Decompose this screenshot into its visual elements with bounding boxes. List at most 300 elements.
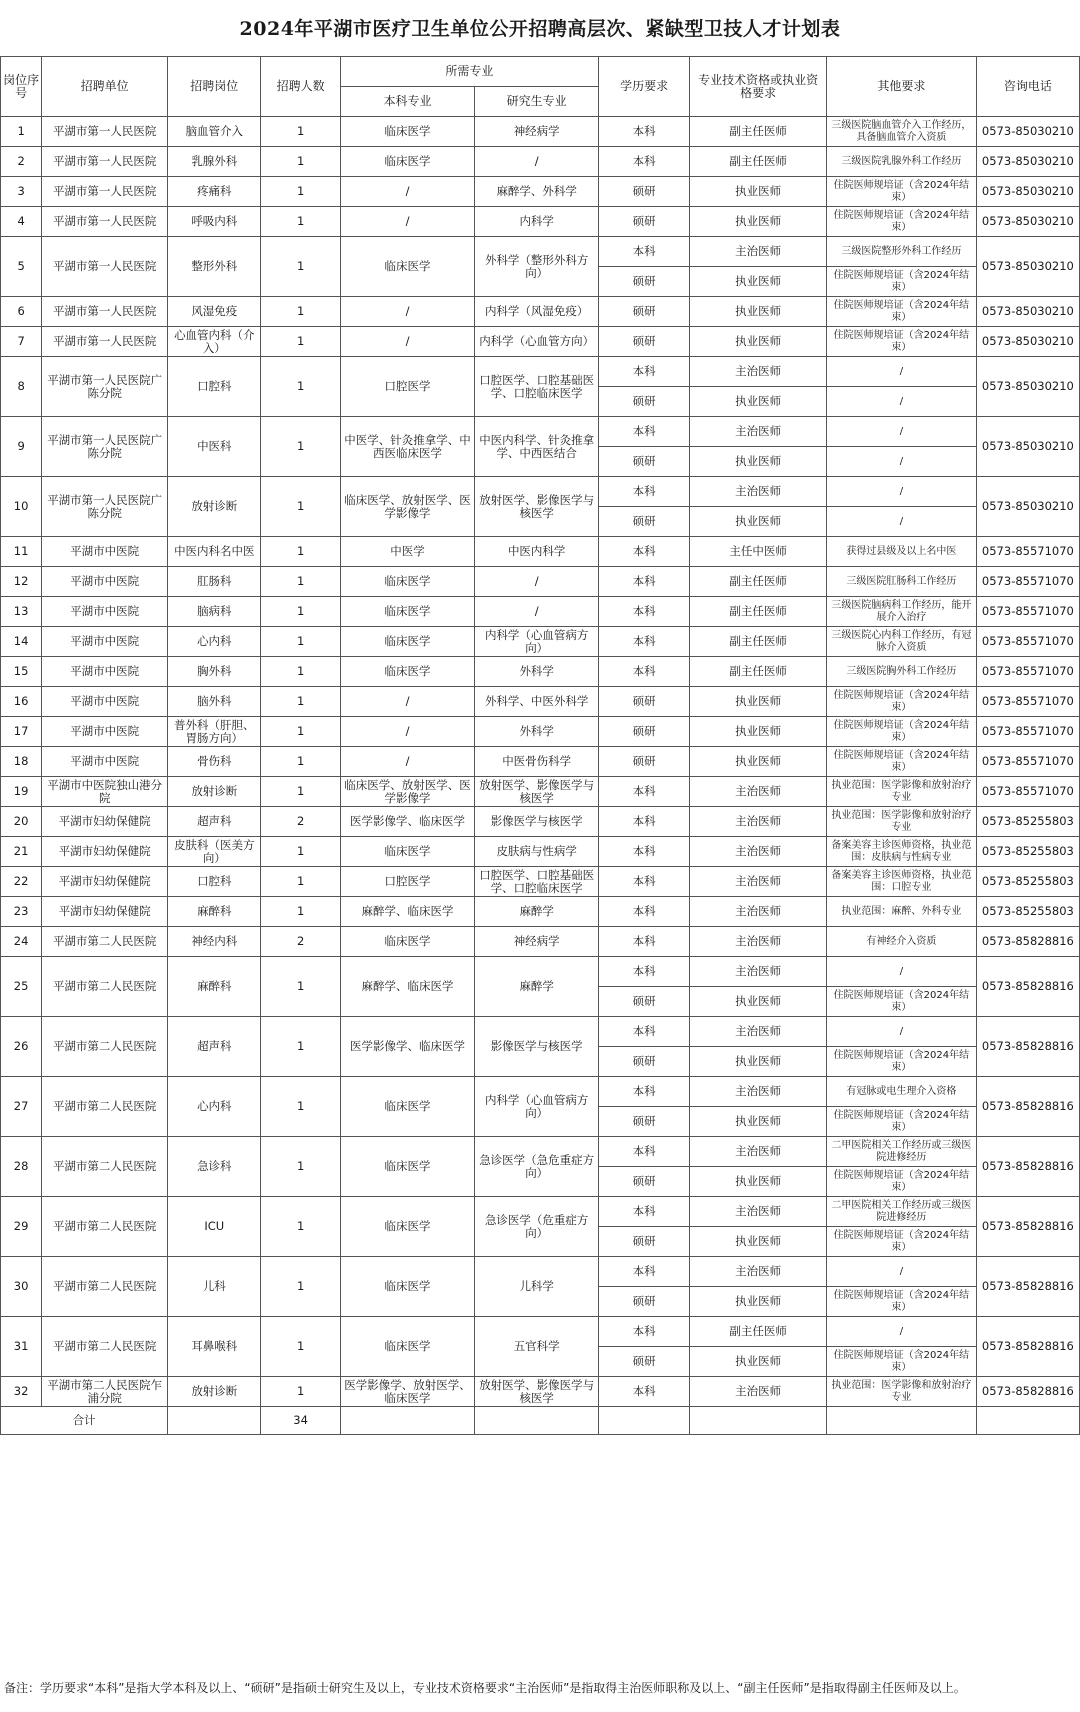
other-req-cell: 获得过县级及以上名中医 bbox=[827, 537, 977, 567]
seq-cell: 14 bbox=[1, 627, 42, 657]
phone-cell: 0573-85828816 bbox=[976, 957, 1079, 1017]
phone-cell: 0573-85571070 bbox=[976, 747, 1079, 777]
unit-cell: 平湖市中医院 bbox=[42, 657, 168, 687]
qual-cell: 执业医师 bbox=[690, 1287, 827, 1317]
unit-cell: 平湖市妇幼保健院 bbox=[42, 807, 168, 837]
table-row bbox=[1, 747, 1080, 777]
unit-cell: 平湖市第二人民医院 bbox=[42, 1017, 168, 1077]
unit-cell: 平湖市妇幼保健院 bbox=[42, 867, 168, 897]
other-req-cell: / bbox=[827, 507, 977, 537]
grad-major-cell: 外科学、中医外科学 bbox=[475, 687, 599, 717]
edu-cell: 本科 bbox=[599, 567, 690, 597]
unit-cell: 平湖市中医院 bbox=[42, 537, 168, 567]
post-cell: 放射诊断 bbox=[168, 777, 261, 807]
seq-cell: 3 bbox=[1, 177, 42, 207]
unit-cell: 平湖市中医院独山港分院 bbox=[42, 777, 168, 807]
phone-cell: 0573-85828816 bbox=[976, 1077, 1079, 1137]
grad-major-cell: 内科学（心血管方向） bbox=[475, 327, 599, 357]
qual-cell: 副主任医师 bbox=[690, 567, 827, 597]
qual-cell: 执业医师 bbox=[690, 687, 827, 717]
qual-cell: 主治医师 bbox=[690, 807, 827, 837]
edu-cell: 本科 bbox=[599, 927, 690, 957]
header-other: 其他要求 bbox=[827, 57, 977, 117]
other-req-cell: / bbox=[827, 1317, 977, 1347]
count-cell: 1 bbox=[261, 477, 340, 537]
edu-cell: 本科 bbox=[599, 627, 690, 657]
header-edu: 学历要求 bbox=[599, 57, 690, 117]
post-cell: 呼吸内科 bbox=[168, 207, 261, 237]
post-cell: 口腔科 bbox=[168, 357, 261, 417]
other-req-cell: 住院医师规培证（含2024年结束） bbox=[827, 747, 977, 777]
seq-cell: 9 bbox=[1, 417, 42, 477]
count-cell: 1 bbox=[261, 177, 340, 207]
seq-cell: 29 bbox=[1, 1197, 42, 1257]
unit-cell: 平湖市第一人民医院广陈分院 bbox=[42, 357, 168, 417]
edu-cell: 硕研 bbox=[599, 1287, 690, 1317]
undergrad-major-cell: / bbox=[340, 717, 475, 747]
grad-major-cell: 外科学 bbox=[475, 717, 599, 747]
edu-cell: 硕研 bbox=[599, 297, 690, 327]
post-cell: 皮肤科（医美方向） bbox=[168, 837, 261, 867]
other-req-cell: / bbox=[827, 1257, 977, 1287]
qual-cell: 副主任医师 bbox=[690, 657, 827, 687]
post-cell: 疼痛科 bbox=[168, 177, 261, 207]
post-cell: 急诊科 bbox=[168, 1137, 261, 1197]
edu-cell: 本科 bbox=[599, 1077, 690, 1107]
post-cell: 心血管内科（介入） bbox=[168, 327, 261, 357]
undergrad-major-cell: 临床医学 bbox=[340, 597, 475, 627]
count-cell: 1 bbox=[261, 327, 340, 357]
phone-cell: 0573-85030210 bbox=[976, 177, 1079, 207]
table-row bbox=[1, 1197, 1080, 1227]
phone-cell: 0573-85828816 bbox=[976, 1317, 1079, 1377]
seq-cell: 2 bbox=[1, 147, 42, 177]
grad-major-cell: 皮肤病与性病学 bbox=[475, 837, 599, 867]
table-row bbox=[1, 717, 1080, 747]
qual-cell: 执业医师 bbox=[690, 747, 827, 777]
grad-major-cell: / bbox=[475, 597, 599, 627]
count-cell: 1 bbox=[261, 147, 340, 177]
post-cell: 脑血管介入 bbox=[168, 117, 261, 147]
table-row bbox=[1, 207, 1080, 237]
grad-major-cell: 麻醉学 bbox=[475, 897, 599, 927]
unit-cell: 平湖市妇幼保健院 bbox=[42, 897, 168, 927]
count-cell: 1 bbox=[261, 957, 340, 1017]
other-req-cell: 三级医院整形外科工作经历 bbox=[827, 237, 977, 267]
edu-cell: 硕研 bbox=[599, 747, 690, 777]
phone-cell: 0573-85030210 bbox=[976, 357, 1079, 417]
table-row bbox=[1, 357, 1080, 387]
unit-cell: 平湖市第一人民医院 bbox=[42, 297, 168, 327]
undergrad-major-cell: 临床医学 bbox=[340, 1197, 475, 1257]
qual-cell: 主治医师 bbox=[690, 237, 827, 267]
grad-major-cell: 急诊医学（急危重症方向） bbox=[475, 1137, 599, 1197]
undergrad-major-cell: 临床医学 bbox=[340, 1317, 475, 1377]
phone-cell: 0573-85030210 bbox=[976, 297, 1079, 327]
unit-cell: 平湖市第二人民医院 bbox=[42, 1197, 168, 1257]
post-cell: 整形外科 bbox=[168, 237, 261, 297]
other-req-cell: 三级医院胸外科工作经历 bbox=[827, 657, 977, 687]
footnote: 备注：学历要求“本科”是指大学本科及以上、“硕研”是指硕士研究生及以上，专业技术资格要求“主治医师”是指取得主治医师职称及以上、“副主任医师”是指取得副主任医师及以上。 bbox=[4, 1681, 966, 1695]
phone-cell: 0573-85571070 bbox=[976, 777, 1079, 807]
header-post: 招聘岗位 bbox=[168, 57, 261, 117]
seq-cell: 17 bbox=[1, 717, 42, 747]
other-req-cell: 住院医师规培证（含2024年结束） bbox=[827, 1047, 977, 1077]
count-cell: 1 bbox=[261, 357, 340, 417]
unit-cell: 平湖市第一人民医院 bbox=[42, 147, 168, 177]
grad-major-cell: / bbox=[475, 147, 599, 177]
edu-cell: 本科 bbox=[599, 657, 690, 687]
other-req-cell: / bbox=[827, 417, 977, 447]
count-cell: 1 bbox=[261, 1197, 340, 1257]
grad-major-cell: 外科学 bbox=[475, 657, 599, 687]
seq-cell: 12 bbox=[1, 567, 42, 597]
edu-cell: 硕研 bbox=[599, 447, 690, 477]
count-cell: 1 bbox=[261, 597, 340, 627]
other-req-cell: / bbox=[827, 477, 977, 507]
edu-cell: 本科 bbox=[599, 867, 690, 897]
other-req-cell: 执业范围：麻醉、外科专业 bbox=[827, 897, 977, 927]
undergrad-major-cell: 临床医学 bbox=[340, 1137, 475, 1197]
phone-cell: 0573-85571070 bbox=[976, 657, 1079, 687]
edu-cell: 硕研 bbox=[599, 207, 690, 237]
other-req-cell: / bbox=[827, 357, 977, 387]
other-req-cell: / bbox=[827, 387, 977, 417]
table-row bbox=[1, 957, 1080, 987]
count-cell: 1 bbox=[261, 747, 340, 777]
table-body bbox=[1, 117, 1080, 1407]
unit-cell: 平湖市第二人民医院 bbox=[42, 1077, 168, 1137]
count-cell: 1 bbox=[261, 897, 340, 927]
table-row bbox=[1, 177, 1080, 207]
phone-cell: 0573-85571070 bbox=[976, 597, 1079, 627]
seq-cell: 22 bbox=[1, 867, 42, 897]
seq-cell: 32 bbox=[1, 1377, 42, 1407]
undergrad-major-cell: 中医学、针灸推拿学、中西医临床医学 bbox=[340, 417, 475, 477]
undergrad-major-cell: / bbox=[340, 687, 475, 717]
post-cell: 骨伤科 bbox=[168, 747, 261, 777]
post-cell: 麻醉科 bbox=[168, 897, 261, 927]
edu-cell: 本科 bbox=[599, 1257, 690, 1287]
grad-major-cell: 内科学（心血管病方向） bbox=[475, 627, 599, 657]
phone-cell: 0573-85255803 bbox=[976, 867, 1079, 897]
unit-cell: 平湖市中医院 bbox=[42, 567, 168, 597]
seq-cell: 10 bbox=[1, 477, 42, 537]
seq-cell: 21 bbox=[1, 837, 42, 867]
post-cell: 中医内科名中医 bbox=[168, 537, 261, 567]
qual-cell: 副主任医师 bbox=[690, 627, 827, 657]
qual-cell: 主治医师 bbox=[690, 357, 827, 387]
undergrad-major-cell: 中医学 bbox=[340, 537, 475, 567]
count-cell: 2 bbox=[261, 807, 340, 837]
grad-major-cell: 神经病学 bbox=[475, 117, 599, 147]
grad-major-cell: 口腔医学、口腔基础医学、口腔临床医学 bbox=[475, 867, 599, 897]
unit-cell: 平湖市妇幼保健院 bbox=[42, 837, 168, 867]
phone-cell: 0573-85571070 bbox=[976, 687, 1079, 717]
header-unit: 招聘单位 bbox=[42, 57, 168, 117]
recruitment-table bbox=[0, 56, 1080, 1435]
qual-cell: 副主任医师 bbox=[690, 1317, 827, 1347]
grad-major-cell: 五官科学 bbox=[475, 1317, 599, 1377]
phone-cell: 0573-85255803 bbox=[976, 897, 1079, 927]
edu-cell: 本科 bbox=[599, 897, 690, 927]
undergrad-major-cell: 临床医学 bbox=[340, 237, 475, 297]
phone-cell: 0573-85571070 bbox=[976, 567, 1079, 597]
edu-cell: 本科 bbox=[599, 1197, 690, 1227]
edu-cell: 硕研 bbox=[599, 507, 690, 537]
qual-cell: 执业医师 bbox=[690, 447, 827, 477]
phone-cell: 0573-85828816 bbox=[976, 1017, 1079, 1077]
edu-cell: 本科 bbox=[599, 357, 690, 387]
edu-cell: 本科 bbox=[599, 837, 690, 867]
edu-cell: 硕研 bbox=[599, 177, 690, 207]
count-cell: 1 bbox=[261, 627, 340, 657]
post-cell: 乳腺外科 bbox=[168, 147, 261, 177]
other-req-cell: 执业范围：医学影像和放射治疗专业 bbox=[827, 807, 977, 837]
unit-cell: 平湖市第二人民医院 bbox=[42, 957, 168, 1017]
phone-cell: 0573-85828816 bbox=[976, 1257, 1079, 1317]
grad-major-cell: 中医内科学、针灸推拿学、中西医结合 bbox=[475, 417, 599, 477]
unit-cell: 平湖市第一人民医院 bbox=[42, 327, 168, 357]
unit-cell: 平湖市第一人民医院广陈分院 bbox=[42, 417, 168, 477]
qual-cell: 执业医师 bbox=[690, 1167, 827, 1197]
post-cell: 中医科 bbox=[168, 417, 261, 477]
undergrad-major-cell: 临床医学 bbox=[340, 1077, 475, 1137]
other-req-cell: 执业范围：医学影像和放射治疗专业 bbox=[827, 777, 977, 807]
phone-cell: 0573-85828816 bbox=[976, 1137, 1079, 1197]
seq-cell: 1 bbox=[1, 117, 42, 147]
table-row bbox=[1, 537, 1080, 567]
post-cell: 风湿免疫 bbox=[168, 297, 261, 327]
qual-cell: 主治医师 bbox=[690, 957, 827, 987]
table-row bbox=[1, 477, 1080, 507]
grad-major-cell: 内科学（心血管病方向） bbox=[475, 1077, 599, 1137]
table-row bbox=[1, 237, 1080, 267]
phone-cell: 0573-85030210 bbox=[976, 327, 1079, 357]
phone-cell: 0573-85571070 bbox=[976, 537, 1079, 567]
undergrad-major-cell: 临床医学、放射医学、医学影像学 bbox=[340, 477, 475, 537]
count-cell: 1 bbox=[261, 567, 340, 597]
table-row bbox=[1, 327, 1080, 357]
grad-major-cell: 内科学 bbox=[475, 207, 599, 237]
table-row bbox=[1, 777, 1080, 807]
qual-cell: 主治医师 bbox=[690, 777, 827, 807]
header-phone: 咨询电话 bbox=[976, 57, 1079, 117]
other-req-cell: 备案美容主诊医师资格，执业范围：皮肤病与性病专业 bbox=[827, 837, 977, 867]
unit-cell: 平湖市第一人民医院 bbox=[42, 207, 168, 237]
seq-cell: 30 bbox=[1, 1257, 42, 1317]
count-cell: 1 bbox=[261, 1077, 340, 1137]
qual-cell: 副主任医师 bbox=[690, 117, 827, 147]
table-row bbox=[1, 1137, 1080, 1167]
qual-cell: 主任中医师 bbox=[690, 537, 827, 567]
undergrad-major-cell: 口腔医学 bbox=[340, 357, 475, 417]
post-cell: ICU bbox=[168, 1197, 261, 1257]
edu-cell: 本科 bbox=[599, 597, 690, 627]
qual-cell: 主治医师 bbox=[690, 477, 827, 507]
other-req-cell: / bbox=[827, 447, 977, 477]
qual-cell: 主治医师 bbox=[690, 1257, 827, 1287]
other-req-cell: 三级医院肛肠科工作经历 bbox=[827, 567, 977, 597]
undergrad-major-cell: 临床医学 bbox=[340, 117, 475, 147]
qual-cell: 执业医师 bbox=[690, 207, 827, 237]
edu-cell: 本科 bbox=[599, 1317, 690, 1347]
seq-cell: 28 bbox=[1, 1137, 42, 1197]
other-req-cell: 执业范围：医学影像和放射治疗专业 bbox=[827, 1377, 977, 1407]
count-cell: 1 bbox=[261, 867, 340, 897]
grad-major-cell: 外科学（整形外科方向） bbox=[475, 237, 599, 297]
qual-cell: 执业医师 bbox=[690, 1227, 827, 1257]
table-row bbox=[1, 927, 1080, 957]
other-req-cell: 住院医师规培证（含2024年结束） bbox=[827, 1167, 977, 1197]
post-cell: 心内科 bbox=[168, 1077, 261, 1137]
qual-cell: 执业医师 bbox=[690, 1107, 827, 1137]
count-cell: 1 bbox=[261, 237, 340, 297]
other-req-cell: 住院医师规培证（含2024年结束） bbox=[827, 987, 977, 1017]
unit-cell: 平湖市中医院 bbox=[42, 687, 168, 717]
qual-cell: 主治医师 bbox=[690, 897, 827, 927]
edu-cell: 硕研 bbox=[599, 687, 690, 717]
grad-major-cell: 中医骨伤科学 bbox=[475, 747, 599, 777]
seq-cell: 27 bbox=[1, 1077, 42, 1137]
edu-cell: 本科 bbox=[599, 147, 690, 177]
undergrad-major-cell: 临床医学 bbox=[340, 927, 475, 957]
header-qual: 专业技术资格或执业资格要求 bbox=[690, 57, 827, 117]
table-row bbox=[1, 1317, 1080, 1347]
table-row bbox=[1, 867, 1080, 897]
unit-cell: 平湖市中医院 bbox=[42, 597, 168, 627]
unit-cell: 平湖市中医院 bbox=[42, 717, 168, 747]
seq-cell: 18 bbox=[1, 747, 42, 777]
count-cell: 1 bbox=[261, 717, 340, 747]
other-req-cell: / bbox=[827, 1017, 977, 1047]
other-req-cell: 住院医师规培证（含2024年结束） bbox=[827, 717, 977, 747]
header-seq: 岗位序号 bbox=[1, 57, 42, 117]
phone-cell: 0573-85030210 bbox=[976, 417, 1079, 477]
post-cell: 神经内科 bbox=[168, 927, 261, 957]
undergrad-major-cell: / bbox=[340, 327, 475, 357]
undergrad-major-cell: / bbox=[340, 747, 475, 777]
post-cell: 麻醉科 bbox=[168, 957, 261, 1017]
edu-cell: 本科 bbox=[599, 807, 690, 837]
qual-cell: 执业医师 bbox=[690, 387, 827, 417]
seq-cell: 11 bbox=[1, 537, 42, 567]
other-req-cell: 三级医院心内科工作经历，有冠脉介入资质 bbox=[827, 627, 977, 657]
other-req-cell: 备案美容主诊医师资格，执业范围：口腔专业 bbox=[827, 867, 977, 897]
grad-major-cell: 影像医学与核医学 bbox=[475, 1017, 599, 1077]
post-cell: 放射诊断 bbox=[168, 477, 261, 537]
grad-major-cell: 儿科学 bbox=[475, 1257, 599, 1317]
edu-cell: 硕研 bbox=[599, 987, 690, 1017]
undergrad-major-cell: 麻醉学、临床医学 bbox=[340, 897, 475, 927]
table-row bbox=[1, 147, 1080, 177]
undergrad-major-cell: 临床医学 bbox=[340, 627, 475, 657]
undergrad-major-cell: 临床医学 bbox=[340, 1257, 475, 1317]
unit-cell: 平湖市第二人民医院 bbox=[42, 927, 168, 957]
table-row bbox=[1, 657, 1080, 687]
table-row bbox=[1, 117, 1080, 147]
qual-cell: 执业医师 bbox=[690, 507, 827, 537]
undergrad-major-cell: 口腔医学 bbox=[340, 867, 475, 897]
grad-major-cell: 放射医学、影像医学与核医学 bbox=[475, 777, 599, 807]
phone-cell: 0573-85030210 bbox=[976, 237, 1079, 297]
qual-cell: 主治医师 bbox=[690, 837, 827, 867]
seq-cell: 15 bbox=[1, 657, 42, 687]
unit-cell: 平湖市第二人民医院 bbox=[42, 1257, 168, 1317]
edu-cell: 本科 bbox=[599, 1137, 690, 1167]
undergrad-major-cell: 临床医学 bbox=[340, 657, 475, 687]
header-major: 所需专业 bbox=[340, 57, 598, 87]
table-row bbox=[1, 897, 1080, 927]
qual-cell: 执业医师 bbox=[690, 1047, 827, 1077]
table-row bbox=[1, 1077, 1080, 1107]
seq-cell: 19 bbox=[1, 777, 42, 807]
other-req-cell: 住院医师规培证（含2024年结束） bbox=[827, 327, 977, 357]
unit-cell: 平湖市中医院 bbox=[42, 747, 168, 777]
grad-major-cell: 麻醉学 bbox=[475, 957, 599, 1017]
qual-cell: 主治医师 bbox=[690, 1017, 827, 1047]
qual-cell: 主治医师 bbox=[690, 417, 827, 447]
undergrad-major-cell: 临床医学 bbox=[340, 147, 475, 177]
total-count: 34 bbox=[261, 1407, 340, 1435]
seq-cell: 20 bbox=[1, 807, 42, 837]
other-req-cell: 有冠脉或电生理介入资格 bbox=[827, 1077, 977, 1107]
count-cell: 1 bbox=[261, 1317, 340, 1377]
other-req-cell: 住院医师规培证（含2024年结束） bbox=[827, 207, 977, 237]
table-row bbox=[1, 1017, 1080, 1047]
qual-cell: 主治医师 bbox=[690, 1077, 827, 1107]
post-cell: 超声科 bbox=[168, 807, 261, 837]
phone-cell: 0573-85030210 bbox=[976, 117, 1079, 147]
post-cell: 心内科 bbox=[168, 627, 261, 657]
grad-major-cell: / bbox=[475, 567, 599, 597]
other-req-cell: 住院医师规培证（含2024年结束） bbox=[827, 297, 977, 327]
seq-cell: 24 bbox=[1, 927, 42, 957]
undergrad-major-cell: 临床医学、放射医学、医学影像学 bbox=[340, 777, 475, 807]
count-cell: 1 bbox=[261, 687, 340, 717]
qual-cell: 执业医师 bbox=[690, 717, 827, 747]
count-cell: 1 bbox=[261, 657, 340, 687]
grad-major-cell: 麻醉学、外科学 bbox=[475, 177, 599, 207]
phone-cell: 0573-85828816 bbox=[976, 1197, 1079, 1257]
qual-cell: 执业医师 bbox=[690, 297, 827, 327]
qual-cell: 主治医师 bbox=[690, 867, 827, 897]
edu-cell: 硕研 bbox=[599, 1347, 690, 1377]
grad-major-cell: 神经病学 bbox=[475, 927, 599, 957]
qual-cell: 执业医师 bbox=[690, 987, 827, 1017]
post-cell: 脑病科 bbox=[168, 597, 261, 627]
undergrad-major-cell: 临床医学 bbox=[340, 837, 475, 867]
edu-cell: 本科 bbox=[599, 417, 690, 447]
unit-cell: 平湖市第二人民医院 bbox=[42, 1137, 168, 1197]
undergrad-major-cell: 医学影像学、放射医学、临床医学 bbox=[340, 1377, 475, 1407]
total-post bbox=[168, 1407, 261, 1435]
table-row bbox=[1, 417, 1080, 447]
count-cell: 1 bbox=[261, 777, 340, 807]
post-cell: 耳鼻喉科 bbox=[168, 1317, 261, 1377]
grad-major-cell: 影像医学与核医学 bbox=[475, 807, 599, 837]
seq-cell: 25 bbox=[1, 957, 42, 1017]
qual-cell: 执业医师 bbox=[690, 1347, 827, 1377]
edu-cell: 本科 bbox=[599, 537, 690, 567]
grad-major-cell: 口腔医学、口腔基础医学、口腔临床医学 bbox=[475, 357, 599, 417]
post-cell: 脑外科 bbox=[168, 687, 261, 717]
unit-cell: 平湖市中医院 bbox=[42, 627, 168, 657]
post-cell: 儿科 bbox=[168, 1257, 261, 1317]
qual-cell: 执业医师 bbox=[690, 177, 827, 207]
other-req-cell: 有神经介入资质 bbox=[827, 927, 977, 957]
undergrad-major-cell: / bbox=[340, 177, 475, 207]
